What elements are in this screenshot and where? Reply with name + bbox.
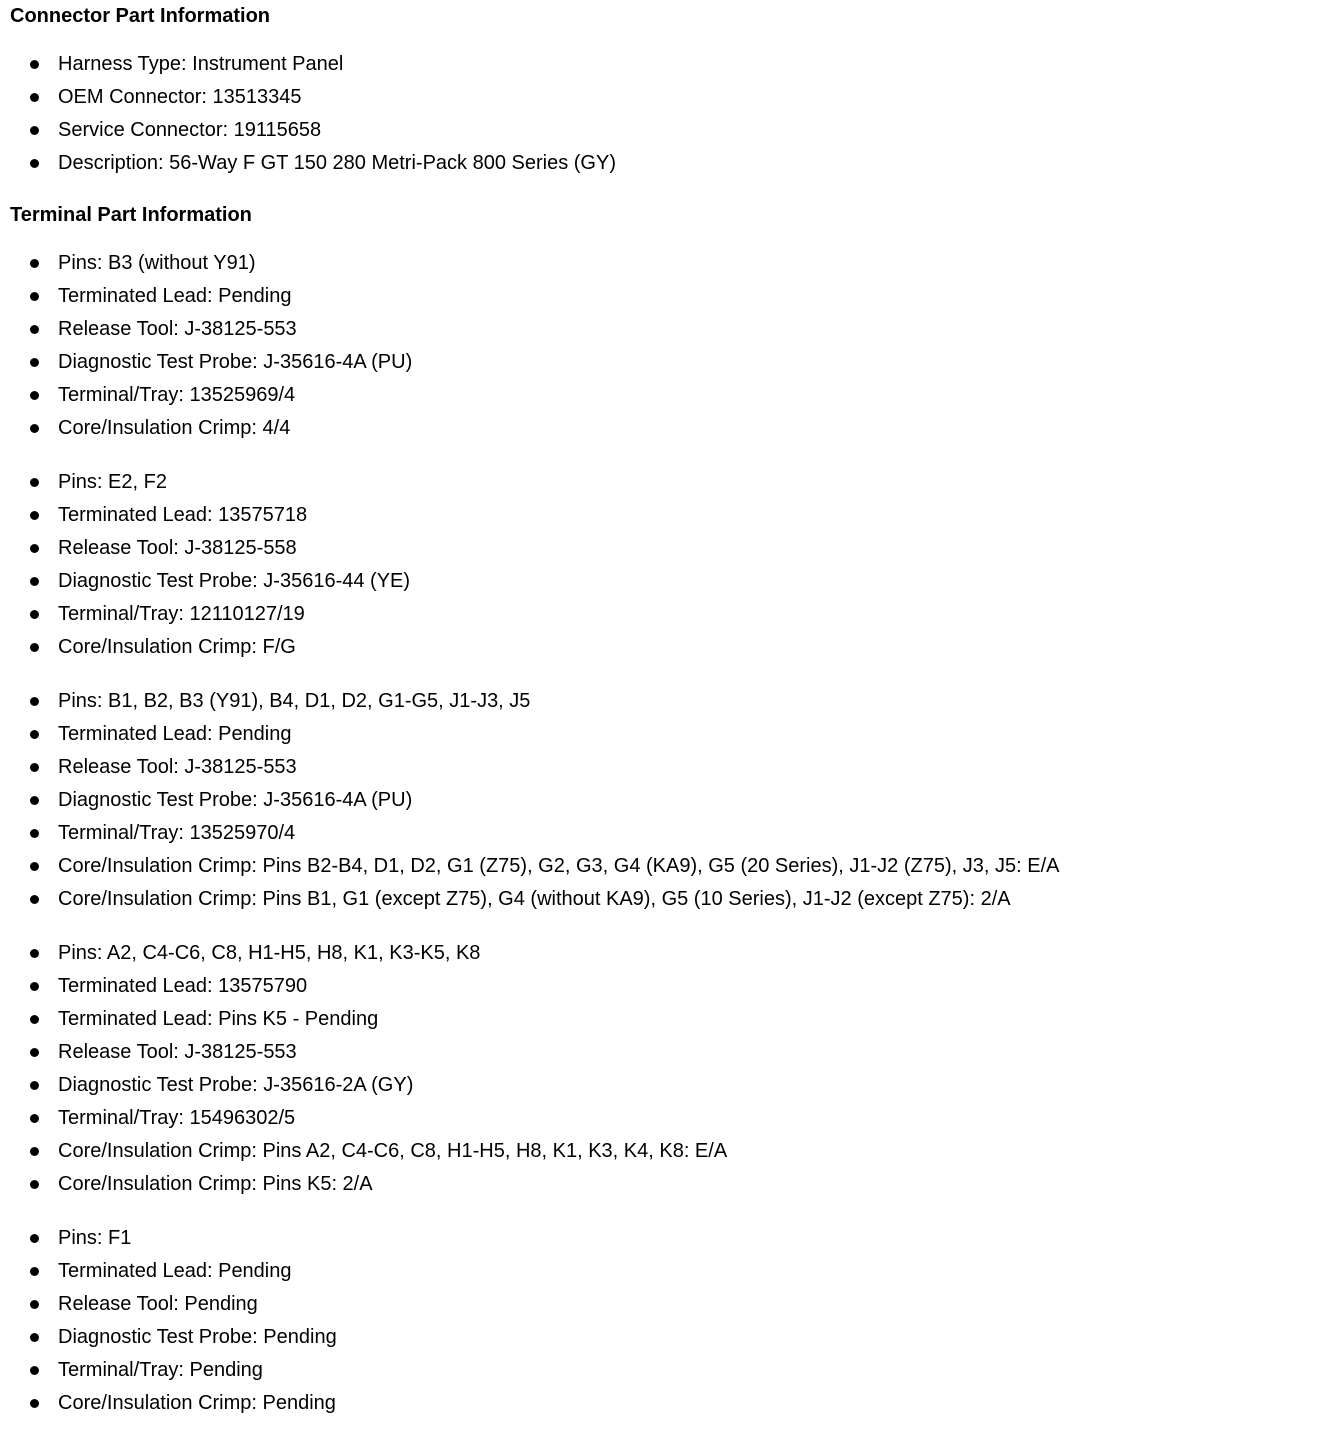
- terminal-groups-container: [10, 247, 1318, 1420]
- terminal-info-item: Pins: F1: [10, 1222, 1318, 1255]
- terminal-info-item: Terminated Lead: Pending: [10, 718, 1318, 751]
- terminal-info-item: Core/Insulation Crimp: 4/4: [10, 412, 1318, 445]
- terminal-info-item: Terminated Lead: 13575790: [10, 970, 1318, 1003]
- terminal-info-item: Diagnostic Test Probe: J-35616-44 (YE): [10, 565, 1318, 598]
- terminal-info-item: Diagnostic Test Probe: J-35616-4A (PU): [10, 784, 1318, 817]
- terminal-group-list: [10, 937, 1318, 1201]
- terminal-info-item: Terminated Lead: Pending: [10, 280, 1318, 313]
- terminal-info-item: Diagnostic Test Probe: J-35616-4A (PU): [10, 346, 1318, 379]
- terminal-info-item: Terminal/Tray: 15496302/5: [10, 1102, 1318, 1135]
- terminal-info-item: Terminal/Tray: Pending: [10, 1354, 1318, 1387]
- terminal-info-item: Diagnostic Test Probe: Pending: [10, 1321, 1318, 1354]
- terminal-info-item: Core/Insulation Crimp: Pins B2-B4, D1, D2, G1 (Z75), G2, G3, G4 (KA9), G5 (20 Series), J1-J2 (Z75), J3, J5: E/A: [10, 850, 1318, 883]
- terminal-info-item: Pins: B1, B2, B3 (Y91), B4, D1, D2, G1-G5, J1-J3, J5: [10, 685, 1318, 718]
- connector-info-item: Description: 56-Way F GT 150 280 Metri-Pack 800 Series (GY): [10, 147, 1318, 180]
- connector-info-item: OEM Connector: 13513345: [10, 81, 1318, 114]
- terminal-info-item: Terminated Lead: 13575718: [10, 499, 1318, 532]
- terminal-section-title: Terminal Part Information: [10, 204, 252, 226]
- terminal-info-item: Release Tool: J-38125-558: [10, 532, 1318, 565]
- terminal-info-item: Terminated Lead: Pins K5 - Pending: [10, 1003, 1318, 1036]
- terminal-info-item: Core/Insulation Crimp: Pending: [10, 1387, 1318, 1420]
- terminal-info-item: Terminated Lead: Pending: [10, 1255, 1318, 1288]
- terminal-info-item: Pins: A2, C4-C6, C8, H1-H5, H8, K1, K3-K5, K8: [10, 937, 1318, 970]
- terminal-info-item: Core/Insulation Crimp: F/G: [10, 631, 1318, 664]
- terminal-group-list: [10, 1222, 1318, 1420]
- terminal-info-item: Release Tool: Pending: [10, 1288, 1318, 1321]
- terminal-info-item: Release Tool: J-38125-553: [10, 313, 1318, 346]
- connector-info-list: [10, 48, 1318, 180]
- connector-info-item: Harness Type: Instrument Panel: [10, 48, 1318, 81]
- terminal-info-item: Release Tool: J-38125-553: [10, 1036, 1318, 1069]
- terminal-info-item: Core/Insulation Crimp: Pins K5: 2/A: [10, 1168, 1318, 1201]
- terminal-group-list: [10, 466, 1318, 664]
- terminal-info-item: Core/Insulation Crimp: Pins B1, G1 (except Z75), G4 (without KA9), G5 (10 Series), J1-J2 (except Z75): 2/A: [10, 883, 1318, 916]
- terminal-group-list: [10, 685, 1318, 916]
- terminal-info-item: Pins: B3 (without Y91): [10, 247, 1318, 280]
- terminal-group-list: [10, 247, 1318, 445]
- terminal-info-item: Terminal/Tray: 13525970/4: [10, 817, 1318, 850]
- terminal-info-item: Core/Insulation Crimp: Pins A2, C4-C6, C8, H1-H5, H8, K1, K3, K4, K8: E/A: [10, 1135, 1318, 1168]
- connector-section-title: Connector Part Information: [10, 5, 271, 27]
- terminal-info-item: Diagnostic Test Probe: J-35616-2A (GY): [10, 1069, 1318, 1102]
- terminal-info-item: Terminal/Tray: 13525969/4: [10, 379, 1318, 412]
- terminal-info-item: Pins: E2, F2: [10, 466, 1318, 499]
- terminal-info-item: Release Tool: J-38125-553: [10, 751, 1318, 784]
- connector-info-item: Service Connector: 19115658: [10, 114, 1318, 147]
- terminal-info-item: Terminal/Tray: 12110127/19: [10, 598, 1318, 631]
